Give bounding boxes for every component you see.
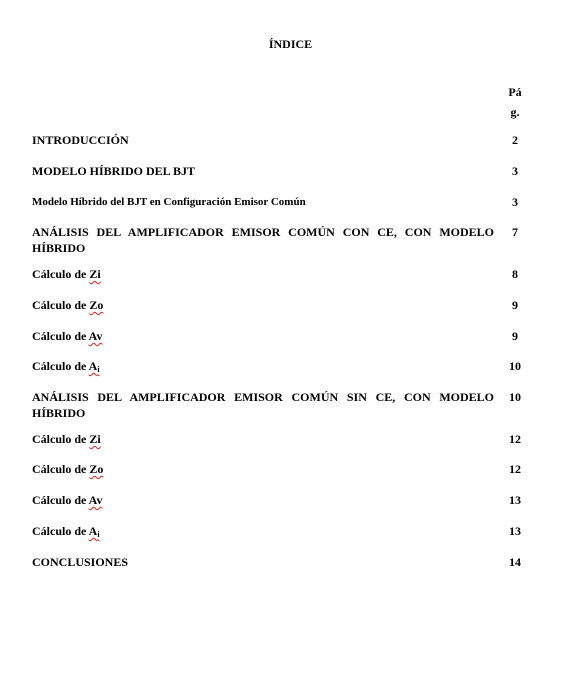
- toc-entry-calculo-av: [32, 328, 494, 344]
- toc-page-number: 7: [512, 225, 518, 239]
- toc-entry-term-base: A: [88, 524, 98, 538]
- toc-entry-prefix: Cálculo de: [32, 462, 90, 476]
- toc-entry-analisis-con-ce: [32, 224, 494, 256]
- toc-entry-term: Zo: [89, 462, 104, 476]
- toc-entry-label: CONCLUSIONES: [32, 555, 129, 569]
- toc-page-number: 12: [509, 462, 521, 476]
- toc-page-number: 12: [509, 432, 521, 446]
- toc-entry-conclusiones: [32, 554, 494, 570]
- toc-entry-term-base: A: [88, 359, 98, 373]
- toc-entry-prefix: Cálculo de: [32, 267, 90, 281]
- toc-entry-calculo-ai: [32, 523, 494, 543]
- toc-entry-calculo-zo: [32, 461, 494, 477]
- toc-entry-prefix: Cálculo de: [32, 524, 89, 538]
- toc-entry-term: Av: [88, 329, 103, 343]
- toc-entry-calculo-ai: [32, 358, 494, 378]
- toc-page-number: 10: [509, 359, 521, 373]
- toc-entry-modelo-emisor-comun: [32, 194, 494, 210]
- page-column-header: [500, 82, 530, 122]
- toc-entry-term: Zi: [89, 432, 101, 446]
- toc-entry-term: Av: [88, 493, 103, 507]
- toc-entry-introduccion: [32, 132, 494, 148]
- page-title: ÍNDICE: [268, 37, 313, 51]
- page-header-line2: g.: [510, 105, 520, 119]
- toc-page-number: 2: [512, 133, 518, 147]
- toc-entry-prefix: Cálculo de: [32, 329, 89, 343]
- toc-entry-label: INTRODUCCIÓN: [32, 133, 129, 147]
- toc-entry-term: [89, 359, 100, 373]
- toc-page-number: 10: [509, 390, 521, 404]
- toc-entry-label: ANÁLISIS DEL AMPLIFICADOR EMISOR COMÚN CON CE, CON MODELO HÍBRIDO: [32, 225, 494, 255]
- toc-entry-analisis-sin-ce: [32, 389, 494, 421]
- toc-page-number: 13: [509, 524, 521, 538]
- toc-entry-term: [89, 524, 100, 538]
- toc-entry-term-subscript: i: [97, 530, 100, 539]
- toc-entry-prefix: Cálculo de: [32, 493, 89, 507]
- toc-page-number: 3: [512, 164, 518, 178]
- toc-page-number: 9: [512, 298, 518, 312]
- toc-entry-prefix: Cálculo de: [32, 359, 89, 373]
- page-header-line1: Pá: [508, 85, 522, 99]
- toc-page-number: 8: [512, 267, 518, 281]
- toc-entry-prefix: Cálculo de: [32, 298, 90, 312]
- toc-entry-calculo-zi: [32, 266, 494, 282]
- toc-page-number: 9: [512, 329, 518, 343]
- toc-entry-calculo-zo: [32, 297, 494, 313]
- toc-page-number: 13: [509, 493, 521, 507]
- toc-entry-label: ANÁLISIS DEL AMPLIFICADOR EMISOR COMÚN SIN CE, CON MODELO HÍBRIDO: [32, 390, 494, 420]
- toc-entry-modelo-hibrido: [32, 163, 494, 179]
- toc-entry-term: Zi: [89, 267, 101, 281]
- toc-entry-label: MODELO HÍBRIDO DEL BJT: [32, 164, 196, 178]
- toc-page-number: 3: [512, 195, 518, 209]
- toc-entry-calculo-av: [32, 492, 494, 508]
- toc-entry-label: Modelo Híbrido del BJT en Configuración Emisor Común: [32, 196, 306, 208]
- toc-entry-term: Zo: [89, 298, 104, 312]
- toc-entry-term-subscript: i: [97, 365, 100, 374]
- toc-entry-prefix: Cálculo de: [32, 432, 90, 446]
- toc-entry-calculo-zi: [32, 431, 494, 447]
- toc-page-number: 14: [509, 555, 521, 569]
